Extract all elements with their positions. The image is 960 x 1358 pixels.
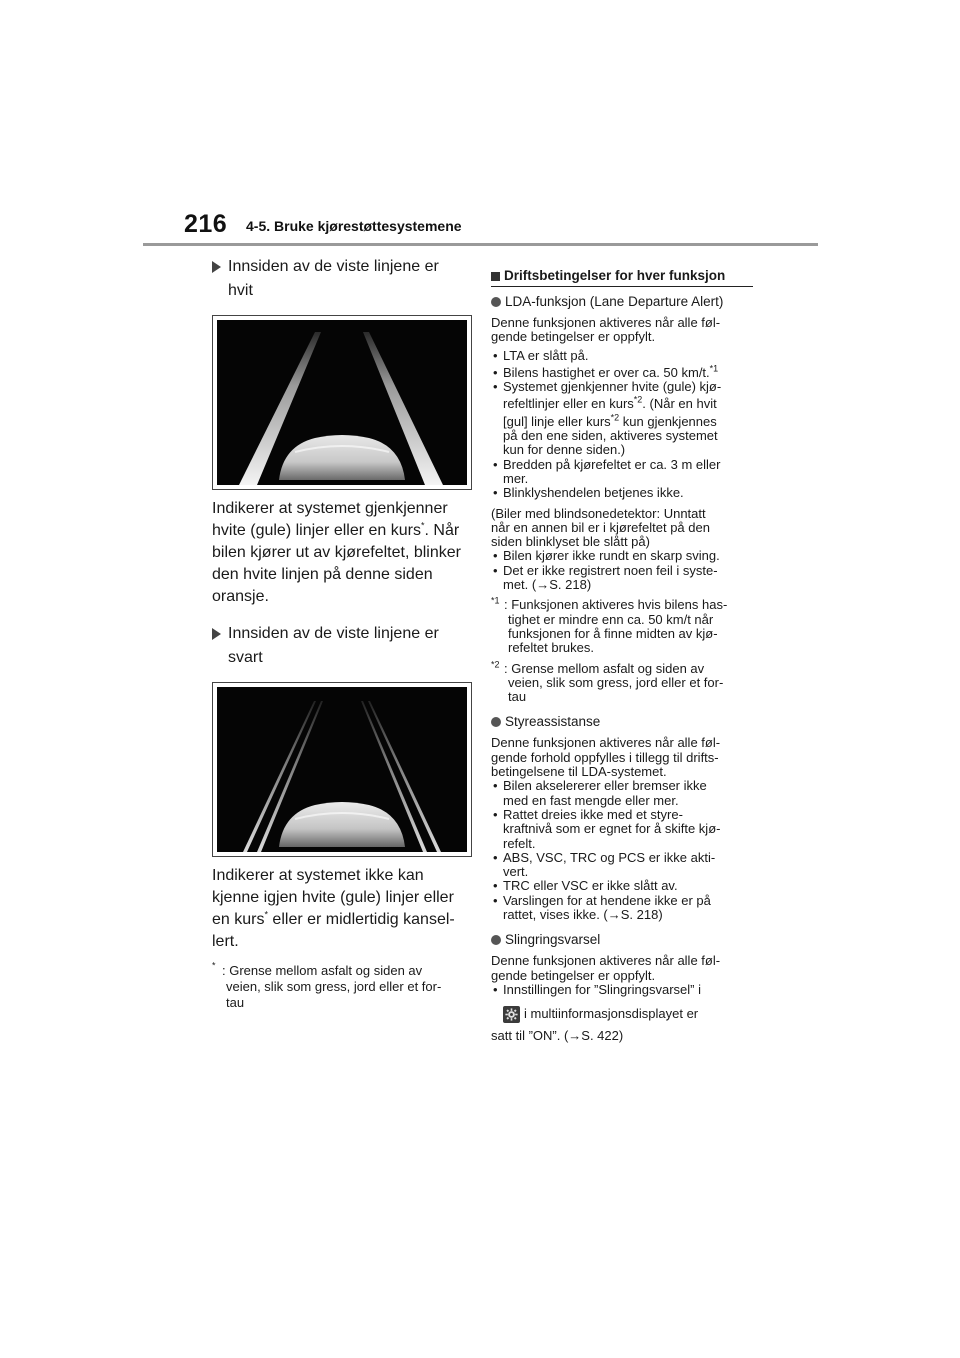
lda-footnote-2: $^{*2}$ : Grense mellom asfalt og siden av veien, slik som gress, jord eller et for- tau [491, 659, 724, 705]
sway-settings-line2: satt til ”ON”. (→S. 422) [491, 1028, 624, 1044]
arrow-icon: → [607, 906, 621, 922]
lda-paren-note: (Biler med blindsonedetektor: Unntatt når en annen bil er i kjørefeltet på den siden blinklyset ble slått på) [491, 505, 710, 550]
arrow-icon: → [568, 1028, 582, 1044]
case1-heading [212, 255, 474, 303]
sway-settings-line: i multiinformasjonsdisplayet er [491, 1005, 753, 1023]
case2-desc-line3: en kurs* eller er midlertidig kansel- [212, 909, 455, 928]
left-footnote [212, 960, 474, 1011]
lda-bullet-1: • LTA er slått på. [493, 347, 589, 363]
lda-bullet-4: • Bredden på kjørefeltet er ca. 3 m eller mer. [493, 456, 721, 486]
case1-description [212, 498, 474, 608]
case2-heading [212, 622, 474, 670]
case1-desc-line2: hvite (gule) linjer eller en kurs*. Når [212, 520, 460, 539]
lda-heading: LDA-funksjon (Lane Departure Alert) [491, 293, 753, 311]
lda-bullet-6: • Bilen kjører ikke rundt en skarp sving. [493, 548, 720, 564]
section-title: 4-5. Bruke kjørestøttesystemene [246, 218, 462, 234]
case1-desc-line1: Indikerer at systemet gjenkjenner [212, 500, 448, 517]
sway-bullet-1: • Innstillingen for ”Slingringsvarsel” i [493, 981, 701, 997]
lda-bullet-2: • Bilens hastighet er over ca. 50 km/t.$^{*1}$ [493, 363, 719, 380]
case2-description [212, 865, 474, 953]
left-column [212, 255, 474, 1011]
case2-desc-line1: Indikerer at systemet ikke kan [212, 867, 424, 884]
operating-conditions-heading: Driftsbetingelser for hver funksjon [491, 267, 753, 285]
page-number: 216 [184, 210, 228, 238]
triangle-icon [212, 628, 221, 640]
steering-bullet-3: • ABS, VSC, TRC og PCS er ikke akti- vert. [493, 849, 716, 880]
triangle-icon [212, 261, 221, 273]
circle-bullet-icon [491, 297, 501, 307]
section-underline [491, 286, 753, 287]
black-lines-illustration [212, 682, 472, 857]
case1-heading-line1: Innsiden av de viste linjene er [228, 258, 439, 275]
case1-desc-line3: bilen kjører ut av kjørefeltet, blinker [212, 544, 461, 561]
lane-display-white-icon [217, 320, 467, 485]
case2-desc-line4: lert. [212, 933, 239, 950]
footnote-line1: : Grense mellom asfalt og siden av [222, 963, 423, 978]
right-column [491, 267, 753, 1044]
lda-bullet-3: • Systemet gjenkjenner hvite (gule) kjø- refeltlinjer eller en kurs$^{*2}$. (Når en hvit [gul] linje eller kurs$^{*2}$ kun gjenkjennes på den ene siden, aktiveres systemet kun for denne siden.) [493, 379, 722, 458]
footnote-line2: veien, slik som gress, jord eller et for- [226, 979, 442, 994]
case2-heading-line2: svart [228, 649, 263, 666]
case2-desc-line2: kjenne igjen hvite (gule) linjer eller [212, 889, 454, 906]
case1-heading-line2: hvit [228, 282, 253, 299]
lda-bullet-7: • Det er ikke registrert noen feil i syste- met. (→S. 218) [493, 562, 718, 593]
steering-bullet-5: • Varslingen for at hendene ikke er på rattet, vises ikke. (→S. 218) [493, 892, 711, 922]
lda-footnote-1: $^{*1}$ : Funksjonen aktiveres hvis bilens has- tighet er mindre enn ca. 50 km/t når funksjonen for å finne midten av kjø- refeltet brukes. [491, 596, 728, 656]
steering-bullet-4: • TRC eller VSC er ikke slått av. [493, 878, 678, 894]
steering-intro: Denne funksjonen aktiveres når alle føl- gende forhold oppfylles i tillegg til drifts- betingelsene til LDA-systemet. [491, 735, 721, 780]
footnote-line3: tau [226, 995, 245, 1010]
lda-intro: Denne funksjonen aktiveres når alle føl- gende betingelser er oppfylt. [491, 315, 721, 345]
case1-desc-line4: den hvite linjen på denne siden [212, 566, 433, 583]
page-ref-link[interactable]: S. 422) [581, 1028, 624, 1044]
lane-display-black-icon [217, 687, 467, 852]
white-lines-illustration [212, 315, 472, 490]
steering-bullet-2: • Rattet dreies ikke med et styre- kraftnivå som er egnet for å skifte kjø- refelt. [493, 806, 721, 851]
circle-bullet-icon [491, 717, 501, 727]
steering-assist-heading: Styreassistanse [491, 713, 753, 731]
sway-warning-heading: Slingringsvarsel [491, 931, 753, 949]
square-marker-icon [491, 272, 500, 281]
sway-intro: Denne funksjonen aktiveres når alle føl- gende betingelser er oppfylt. [491, 953, 721, 983]
footnote-mark: * [212, 960, 216, 971]
page-ref-link[interactable]: S. 218) [620, 906, 663, 922]
circle-bullet-icon [491, 935, 501, 945]
case1-desc-line5: oransje. [212, 588, 269, 605]
steering-bullet-1: • Bilen akselererer eller bremser ikke med en fast mengde eller mer. [493, 778, 707, 808]
arrow-icon: → [536, 577, 550, 593]
case2-heading-line1: Innsiden av de viste linjene er [228, 625, 439, 642]
lda-bullet-5: • Blinklyshendelen betjenes ikke. [493, 485, 684, 501]
gear-icon [503, 1006, 520, 1023]
header-rule [143, 243, 818, 246]
page-ref-link[interactable]: S. 218) [549, 577, 592, 593]
